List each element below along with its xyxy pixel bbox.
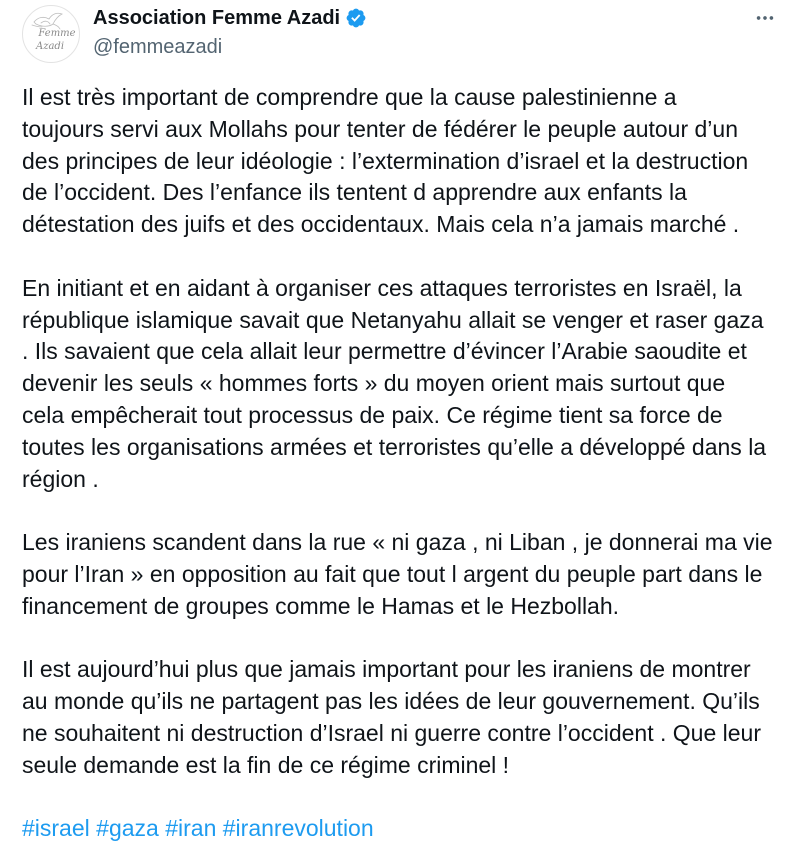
tweet-text-line: devenir les seuls « hommes forts » du moyen orient mais surtout que xyxy=(22,370,726,397)
tweet-text-line: financement de groupes comme le Hamas et le Hezbollah. xyxy=(22,592,620,619)
tweet-text-line: au monde qu’ils ne partagent pas les idées de leur gouvernement. Qu’ils xyxy=(22,688,760,715)
tweet-text-line: toujours servi aux Mollahs pour tenter de fédérer le peuple autour d’un xyxy=(22,115,738,142)
author-name-row xyxy=(93,6,367,30)
tweet-text-line: pour l’Iran » en opposition au fait que tout l argent du peuple part dans le xyxy=(22,560,763,587)
avatar[interactable] xyxy=(22,5,80,63)
hashtag-link[interactable]: #iranrevolution xyxy=(222,815,374,842)
tweet-text-line: détestation des juifs et des occidentaux. Mais cela n’a jamais marché . xyxy=(22,211,740,238)
tweet-text-line: des principes de leur idéologie : l’extermination d’israel et la destruction xyxy=(22,147,749,174)
tweet-text-line: En initiant et en aidant à organiser ces attaques terroristes en Israël, la xyxy=(22,274,742,301)
ellipsis-icon xyxy=(754,7,776,29)
tweet-text-line: Il est très important de comprendre que la cause palestinienne a xyxy=(22,84,677,110)
tweet-paragraph xyxy=(22,654,773,781)
tweet-text-line: de l’occident. Des l’enfance ils tentent d apprendre aux enfants la xyxy=(22,179,687,206)
tweet-text-line: région . xyxy=(22,465,99,492)
hashtag-link[interactable]: #iran xyxy=(165,815,217,842)
tweet-paragraph xyxy=(22,82,773,241)
tweet-text-line: ne souhaitent ni destruction d’Israel ni guerre contre l’occident . Que leur xyxy=(22,719,761,746)
tweet-text-line: seule demande est la fin de ce régime criminel ! xyxy=(22,751,510,778)
tweet-text-line: Il est aujourd’hui plus que jamais important pour les iraniens de montrer xyxy=(22,656,751,683)
tweet-text-line: Les iraniens scandent dans la rue « ni gaza , ni Liban , je donnerai ma vie xyxy=(22,529,773,556)
tweet-text-line: toutes les organisations armées et terroristes qu’elle a développé dans la xyxy=(22,433,767,460)
tweet-text-line: . Ils savaient que cela allait leur permettre d’évincer l’Arabie saoudite et xyxy=(22,338,747,365)
author-handle[interactable]: @femmeazadi xyxy=(93,36,223,58)
author-display-name[interactable]: Association Femme Azadi xyxy=(93,7,341,29)
avatar-logo-text: Femme xyxy=(38,28,76,39)
tweet-paragraph xyxy=(22,527,773,622)
verified-badge-icon[interactable] xyxy=(345,7,367,29)
hashtag-list xyxy=(22,813,773,845)
tweet-paragraph xyxy=(22,273,773,496)
avatar-logo xyxy=(22,5,80,63)
hashtag-link[interactable]: #israel xyxy=(22,815,90,842)
hashtag-link[interactable]: #gaza xyxy=(96,815,159,842)
tweet-text-line: cela empêcherait tout processus de paix. Ce régime tient sa force de xyxy=(22,401,723,428)
avatar-logo-text: Azadi xyxy=(35,41,65,52)
more-options-button[interactable] xyxy=(754,7,776,29)
tweet-text xyxy=(22,82,773,845)
tweet-text-line: république islamique savait que Netanyahu allait se venger et raser gaza xyxy=(22,306,764,333)
